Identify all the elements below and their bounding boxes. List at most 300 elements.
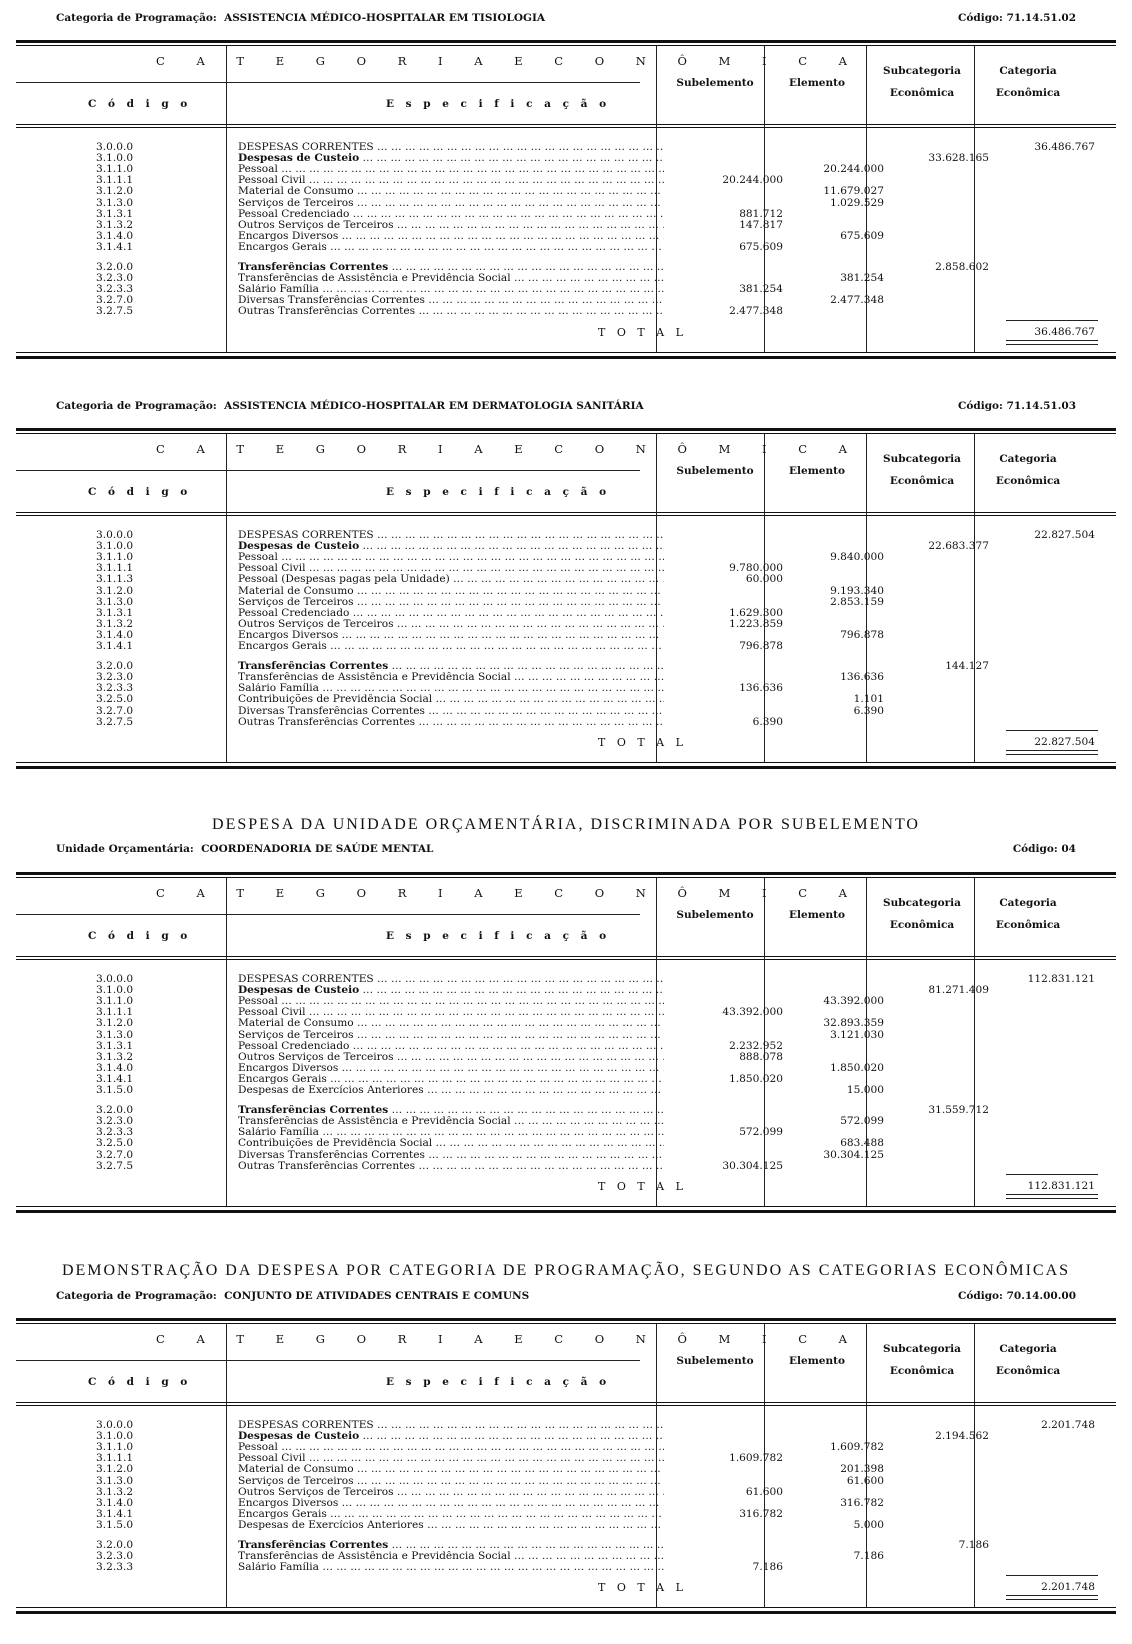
row-code: 3.2.0.0 bbox=[96, 261, 134, 273]
header-rule bbox=[16, 124, 1116, 125]
subelemento-value: 888.078 bbox=[739, 1050, 783, 1063]
row-code: 3.1.0.0 bbox=[96, 1430, 134, 1443]
subelemento-value: 9.780.000 bbox=[729, 562, 783, 575]
table-row bbox=[16, 1562, 1116, 1573]
table-row bbox=[16, 1030, 1116, 1041]
table-row bbox=[16, 1116, 1116, 1127]
categoria-value: 36.486.767 bbox=[1034, 141, 1095, 153]
elemento-value: 3.121.030 bbox=[830, 1028, 884, 1041]
subelemento-value: 881.712 bbox=[739, 207, 783, 220]
row-description: Despesas de Custeio … … … … … … … … … … … … … … … … … … … … … … … … … … … … … … … … … … bbox=[238, 985, 664, 996]
categoria-header bbox=[978, 448, 1078, 492]
top-rule bbox=[16, 428, 1116, 431]
row-code: 3.1.4.1 bbox=[96, 1507, 134, 1520]
especificacao-header: E s p e c i f i c a ç ã o bbox=[386, 98, 611, 110]
row-code: 3.0.0.0 bbox=[96, 973, 134, 985]
program-code: Código: 04 bbox=[1012, 843, 1076, 855]
row-description: Pessoal Credenciado … … … … … … … … … … … … … … … … … … … … … … … … … … … … … … … … … … bbox=[238, 209, 664, 220]
categoria-header-line1: Categoria bbox=[999, 1343, 1057, 1355]
elemento-value: 572.099 bbox=[840, 1115, 884, 1128]
row-description: DESPESAS CORRENTES … … … … … … … … … … … … … … … … … … … … … … … … … … … … … … … … … … bbox=[238, 142, 664, 153]
especificacao-header: E s p e c i f i c a ç ã o bbox=[386, 930, 611, 942]
elemento-value: 15.000 bbox=[846, 1084, 884, 1096]
elemento-value: 11.679.027 bbox=[823, 185, 884, 198]
row-description: Salário Família … … … … … … … … … … … … … … … … … … … … … … … … … … … … … … … … … … bbox=[238, 1562, 664, 1573]
subelemento-value: 136.636 bbox=[739, 682, 783, 695]
total-rule-bottom-2 bbox=[1006, 1599, 1098, 1600]
category-economica-title: C A T E G O R I A E C O N Ô M I C A bbox=[156, 442, 861, 456]
row-description: Diversas Transferências Correntes … … … … … … … … … … … … … … … … … … … … … … … … … … … … … … … … … … bbox=[238, 295, 664, 306]
spacer bbox=[217, 400, 224, 412]
total-rule-top bbox=[1006, 730, 1098, 731]
subcategoria-header bbox=[872, 60, 972, 104]
category-underline bbox=[16, 470, 640, 471]
subelemento-value: 20.244.000 bbox=[722, 174, 783, 187]
top-rule-thin bbox=[16, 877, 1116, 878]
top-rule-thin bbox=[16, 45, 1116, 46]
row-code: 3.0.0.0 bbox=[96, 529, 134, 541]
row-code: 3.1.5.0 bbox=[96, 1084, 134, 1096]
elemento-value: 7.186 bbox=[853, 1550, 884, 1563]
elemento-value: 1.101 bbox=[853, 693, 884, 706]
bottom-rule-thin bbox=[16, 1607, 1116, 1608]
elemento-value: 381.254 bbox=[840, 272, 884, 285]
row-code: 3.1.4.0 bbox=[96, 1496, 134, 1509]
table-row bbox=[16, 552, 1116, 563]
row-code: 3.1.1.1 bbox=[96, 174, 134, 187]
subelemento-value: 1.223.859 bbox=[729, 617, 783, 630]
total-rule-bottom bbox=[1006, 340, 1098, 341]
table-row bbox=[16, 153, 1116, 164]
expense-table bbox=[16, 40, 1116, 360]
row-description: Pessoal … … … … … … … … … … … … … … … … … … … … … … … … … … … … … … … … … … bbox=[238, 164, 664, 175]
subelemento-value: 147.817 bbox=[739, 218, 783, 231]
row-description: Contribuições de Previdência Social … … … … … … … … … … … … … … … … … … … … … … … … … … … … … … … … … … bbox=[238, 1138, 664, 1149]
row-code: 3.1.1.1 bbox=[96, 1006, 134, 1019]
subcategoria-header bbox=[872, 448, 972, 492]
row-code: 3.1.4.1 bbox=[96, 240, 134, 253]
expense-table bbox=[16, 872, 1116, 1214]
row-description: DESPESAS CORRENTES … … … … … … … … … … … … … … … … … … … … … … … … … … … … … … … … … … bbox=[238, 530, 664, 541]
row-code: 3.2.3.3 bbox=[96, 1126, 134, 1139]
table-row bbox=[16, 683, 1116, 694]
row-description: Pessoal Civil … … … … … … … … … … … … … … … … … … … … … … … … … … … … … … … … … … bbox=[238, 563, 664, 574]
row-code: 3.1.3.0 bbox=[96, 1028, 134, 1041]
categoria-value: 2.201.748 bbox=[1041, 1419, 1095, 1431]
codigo-header: C ó d i g o bbox=[88, 486, 192, 498]
bottom-rule bbox=[16, 1210, 1116, 1213]
elemento-value: 5.000 bbox=[853, 1518, 884, 1531]
table-row bbox=[16, 1464, 1116, 1475]
row-code: 3.1.1.0 bbox=[96, 551, 134, 564]
elemento-value: 61.600 bbox=[846, 1474, 884, 1487]
row-code: 3.1.3.0 bbox=[96, 595, 134, 608]
elemento-header: Elemento bbox=[789, 465, 845, 477]
row-description: Despesas de Custeio … … … … … … … … … … … … … … … … … … … … … … … … … … … … … … … … … … bbox=[238, 541, 664, 552]
row-description: Serviços de Terceiros … … … … … … … … … … … … … … … … … … … … … … … … … … … … … … … … … … bbox=[238, 198, 664, 209]
row-code: 3.1.5.0 bbox=[96, 1518, 134, 1531]
subcategoria-header bbox=[872, 892, 972, 936]
table-row bbox=[16, 1431, 1116, 1442]
row-code: 3.2.7.0 bbox=[96, 704, 134, 717]
category-economica-title: C A T E G O R I A E C O N Ô M I C A bbox=[156, 54, 861, 68]
row-code: 3.1.3.0 bbox=[96, 196, 134, 209]
table-row bbox=[16, 1085, 1116, 1096]
subcategoria-value: 7.186 bbox=[958, 1539, 989, 1551]
row-description: Pessoal … … … … … … … … … … … … … … … … … … … … … … … … … … … … … … … … … … bbox=[238, 1442, 664, 1453]
row-description: Transferências de Assistência e Previdência Social … … … … … … … … … … … … … … … … … … … … … … … … … … … … … … … … … … bbox=[238, 672, 664, 683]
elemento-header: Elemento bbox=[789, 909, 845, 921]
subelemento-value: 6.390 bbox=[752, 715, 783, 728]
row-description: Transferências Correntes … … … … … … … … … … … … … … … … … … … … … … … … … … … … … … … … … … bbox=[238, 1540, 664, 1551]
program-code: Código: 71.14.51.02 bbox=[958, 12, 1076, 24]
elemento-value: 1.029.529 bbox=[830, 196, 884, 209]
program-label bbox=[56, 398, 644, 414]
row-code: 3.0.0.0 bbox=[96, 141, 134, 153]
row-description: Diversas Transferências Correntes … … … … … … … … … … … … … … … … … … … … … … … … … … … … … … … … … … bbox=[238, 706, 664, 717]
table-row bbox=[16, 262, 1116, 273]
row-code: 3.1.3.1 bbox=[96, 606, 134, 619]
subcategoria-header-line2: Econômica bbox=[889, 919, 955, 931]
table-row bbox=[16, 1520, 1116, 1531]
subcategoria-value: 33.628.165 bbox=[928, 152, 989, 165]
subelemento-value: 7.186 bbox=[752, 1561, 783, 1574]
row-description: Material de Consumo … … … … … … … … … … … … … … … … … … … … … … … … … … … … … … … … … … bbox=[238, 586, 664, 597]
bottom-rule-thin bbox=[16, 1206, 1116, 1207]
categoria-header-line2: Econômica bbox=[995, 475, 1061, 487]
program-label-text: Unidade Orçamentária: bbox=[56, 843, 194, 855]
expense-table bbox=[16, 1318, 1116, 1615]
elemento-value: 9.193.340 bbox=[830, 584, 884, 597]
subelemento-header: Subelemento bbox=[676, 465, 754, 477]
row-code: 3.1.3.2 bbox=[96, 1485, 134, 1498]
total-label: T O T A L bbox=[598, 1581, 687, 1595]
row-description: Encargos Diversos … … … … … … … … … … … … … … … … … … … … … … … … … … … … … … … … … … bbox=[238, 1063, 664, 1074]
elemento-value: 316.782 bbox=[840, 1496, 884, 1509]
program-header bbox=[56, 10, 1106, 26]
row-description: Serviços de Terceiros … … … … … … … … … … … … … … … … … … … … … … … … … … … … … … … … … … bbox=[238, 1030, 664, 1041]
table-row bbox=[16, 273, 1116, 284]
row-description: Outras Transferências Correntes … … … … … … … … … … … … … … … … … … … … … … … … … … … … … … … … … … bbox=[238, 717, 664, 728]
categoria-value: 112.831.121 bbox=[1027, 973, 1095, 985]
spacer bbox=[217, 1290, 224, 1302]
table-row bbox=[16, 706, 1116, 717]
row-description: Transferências Correntes … … … … … … … … … … … … … … … … … … … … … … … … … … … … … … … … … … bbox=[238, 661, 664, 672]
row-description: Outras Transferências Correntes … … … … … … … … … … … … … … … … … … … … … … … … … … … … … … … … … … bbox=[238, 306, 664, 317]
subelemento-value: 1.850.020 bbox=[729, 1072, 783, 1085]
row-description: Salário Família … … … … … … … … … … … … … … … … … … … … … … … … … … … … … … … … … … bbox=[238, 683, 664, 694]
row-code: 3.1.0.0 bbox=[96, 540, 134, 553]
row-description: Outros Serviços de Terceiros … … … … … … … … … … … … … … … … … … … … … … … … … … … … … … … … … … bbox=[238, 1052, 664, 1063]
subcategoria-header-line2: Econômica bbox=[889, 87, 955, 99]
table-row bbox=[16, 1150, 1116, 1161]
table-row bbox=[16, 641, 1116, 652]
especificacao-header: E s p e c i f i c a ç ã o bbox=[386, 486, 611, 498]
elemento-value: 30.304.125 bbox=[823, 1148, 884, 1161]
program-label bbox=[56, 841, 433, 857]
table-row bbox=[16, 1105, 1116, 1116]
row-code: 3.2.7.5 bbox=[96, 715, 134, 728]
row-code: 3.2.5.0 bbox=[96, 1137, 134, 1150]
row-code: 3.1.4.1 bbox=[96, 1072, 134, 1085]
row-code: 3.1.1.0 bbox=[96, 163, 134, 176]
subelemento-value: 2.477.348 bbox=[729, 305, 783, 318]
table-row bbox=[16, 597, 1116, 608]
table-row bbox=[16, 1498, 1116, 1509]
table-row bbox=[16, 630, 1116, 641]
table-row bbox=[16, 996, 1116, 1007]
header-rule-2 bbox=[16, 127, 1116, 128]
table-row bbox=[16, 574, 1116, 585]
row-description: Salário Família … … … … … … … … … … … … … … … … … … … … … … … … … … … … … … … … … … bbox=[238, 284, 664, 295]
row-code: 3.1.4.0 bbox=[96, 229, 134, 242]
categoria-header-line2: Econômica bbox=[995, 87, 1061, 99]
bottom-rule bbox=[16, 766, 1116, 769]
table-row bbox=[16, 1127, 1116, 1138]
row-description: Pessoal … … … … … … … … … … … … … … … … … … … … … … … … … … … … … … … … … … bbox=[238, 552, 664, 563]
category-economica-title: C A T E G O R I A E C O N Ô M I C A bbox=[156, 1332, 861, 1346]
row-description: Material de Consumo … … … … … … … … … … … … … … … … … … … … … … … … … … … … … … … … … … bbox=[238, 1464, 664, 1475]
row-description: Despesas de Exercícios Anteriores … … … … … … … … … … … … … … … … … … … … … … … … … … … … … … … … … … bbox=[238, 1520, 664, 1531]
subelemento-header: Subelemento bbox=[676, 909, 754, 921]
table-row bbox=[16, 231, 1116, 242]
row-description: Material de Consumo … … … … … … … … … … … … … … … … … … … … … … … … … … … … … … … … … … bbox=[238, 1018, 664, 1029]
subelemento-value: 61.600 bbox=[745, 1485, 783, 1498]
program-name: COORDENADORIA DE SAÚDE MENTAL bbox=[201, 843, 434, 855]
elemento-value: 2.477.348 bbox=[830, 294, 884, 307]
table-row bbox=[16, 1551, 1116, 1562]
categoria-header-line1: Categoria bbox=[999, 453, 1057, 465]
expense-table bbox=[16, 428, 1116, 770]
row-code: 3.1.0.0 bbox=[96, 152, 134, 165]
row-code: 3.1.1.1 bbox=[96, 562, 134, 575]
subcategoria-header-line1: Subcategoria bbox=[883, 65, 961, 77]
row-code: 3.1.0.0 bbox=[96, 984, 134, 997]
row-description: Contribuições de Previdência Social … … … … … … … … … … … … … … … … … … … … … … … … … … … … … … … … … … bbox=[238, 694, 664, 705]
row-description: Transferências Correntes … … … … … … … … … … … … … … … … … … … … … … … … … … … … … … … … … … bbox=[238, 262, 664, 273]
table-row bbox=[16, 563, 1116, 574]
categoria-header bbox=[978, 60, 1078, 104]
table-row bbox=[16, 672, 1116, 683]
subcategoria-value: 81.271.409 bbox=[928, 984, 989, 997]
row-description: DESPESAS CORRENTES … … … … … … … … … … … … … … … … … … … … … … … … … … … … … … … … … … bbox=[238, 974, 664, 985]
total-value: 2.201.748 bbox=[1041, 1581, 1095, 1594]
table-row bbox=[16, 164, 1116, 175]
row-code: 3.2.3.0 bbox=[96, 1550, 134, 1563]
row-description: Salário Família … … … … … … … … … … … … … … … … … … … … … … … … … … … … … … … … … … bbox=[238, 1127, 664, 1138]
especificacao-header: E s p e c i f i c a ç ã o bbox=[386, 1376, 611, 1388]
row-code: 3.1.4.1 bbox=[96, 640, 134, 652]
row-code: 3.2.0.0 bbox=[96, 1539, 134, 1551]
row-code: 3.0.0.0 bbox=[96, 1419, 134, 1431]
spacer bbox=[194, 843, 201, 855]
table-row bbox=[16, 220, 1116, 231]
row-code: 3.1.1.3 bbox=[96, 573, 134, 586]
row-description: Encargos Diversos … … … … … … … … … … … … … … … … … … … … … … … … … … … … … … … … … … bbox=[238, 630, 664, 641]
row-code: 3.1.3.1 bbox=[96, 1039, 134, 1052]
program-label-text: Categoria de Programação: bbox=[56, 400, 217, 412]
subcategoria-value: 2.194.562 bbox=[935, 1430, 989, 1443]
elemento-value: 796.878 bbox=[840, 628, 884, 641]
row-code: 3.2.5.0 bbox=[96, 693, 134, 706]
elemento-value: 6.390 bbox=[853, 704, 884, 717]
program-label-text: Categoria de Programação: bbox=[56, 12, 217, 24]
row-description: Encargos Gerais … … … … … … … … … … … … … … … … … … … … … … … … … … … … … … … … … … bbox=[238, 242, 664, 253]
total-rule-bottom-2 bbox=[1006, 344, 1098, 345]
total-rule-bottom-2 bbox=[1006, 1198, 1098, 1199]
category-economica-title: C A T E G O R I A E C O N Ô M I C A bbox=[156, 886, 861, 900]
table-row bbox=[16, 694, 1116, 705]
row-description: Pessoal Civil … … … … … … … … … … … … … … … … … … … … … … … … … … … … … … … … … … bbox=[238, 1007, 664, 1018]
categoria-header bbox=[978, 1338, 1078, 1382]
bottom-rule-thin bbox=[16, 762, 1116, 763]
bottom-rule-thin bbox=[16, 352, 1116, 353]
table-row bbox=[16, 284, 1116, 295]
category-underline bbox=[16, 914, 640, 915]
total-label: T O T A L bbox=[598, 325, 687, 339]
row-description: Encargos Gerais … … … … … … … … … … … … … … … … … … … … … … … … … … … … … … … … … … bbox=[238, 1074, 664, 1085]
program-code: Código: 71.14.51.03 bbox=[958, 400, 1076, 412]
categoria-header-line1: Categoria bbox=[999, 897, 1057, 909]
row-code: 3.1.3.1 bbox=[96, 207, 134, 220]
total-rule-bottom bbox=[1006, 750, 1098, 751]
row-description: Pessoal Credenciado … … … … … … … … … … … … … … … … … … … … … … … … … … … … … … … … … … bbox=[238, 1041, 664, 1052]
row-code: 3.2.7.5 bbox=[96, 305, 134, 318]
codigo-header: C ó d i g o bbox=[88, 930, 192, 942]
total-label: T O T A L bbox=[598, 735, 687, 749]
table-row bbox=[16, 985, 1116, 996]
header-rule-2 bbox=[16, 959, 1116, 960]
elemento-value: 201.398 bbox=[840, 1463, 884, 1476]
table-row bbox=[16, 1453, 1116, 1464]
row-code: 3.2.3.3 bbox=[96, 283, 134, 296]
row-code: 3.2.3.0 bbox=[96, 671, 134, 684]
top-rule bbox=[16, 1318, 1116, 1321]
program-header bbox=[56, 1288, 1106, 1304]
program-name: ASSISTENCIA MÉDICO-HOSPITALAR EM TISIOLOGIA bbox=[224, 12, 546, 24]
row-code: 3.1.2.0 bbox=[96, 1017, 134, 1030]
total-rule-bottom bbox=[1006, 1194, 1098, 1195]
subelemento-header: Subelemento bbox=[676, 1355, 754, 1367]
section-title: DESPESA DA UNIDADE ORÇAMENTÁRIA, DISCRIMINADA POR SUBELEMENTO bbox=[212, 816, 920, 833]
row-code: 3.1.2.0 bbox=[96, 185, 134, 198]
row-code: 3.2.0.0 bbox=[96, 660, 134, 673]
codigo-header: C ó d i g o bbox=[88, 1376, 192, 1388]
table-row bbox=[16, 619, 1116, 630]
subelemento-value: 675.609 bbox=[739, 240, 783, 253]
subelemento-value: 1.609.782 bbox=[729, 1452, 783, 1465]
subelemento-value: 796.878 bbox=[739, 640, 783, 652]
row-description: Pessoal Civil … … … … … … … … … … … … … … … … … … … … … … … … … … … … … … … … … … bbox=[238, 175, 664, 186]
section-title: DEMONSTRAÇÃO DA DESPESA POR CATEGORIA DE PROGRAMAÇÃO, SEGUNDO AS CATEGORIAS ECONÔMICAS bbox=[61, 1262, 1071, 1279]
bottom-rule bbox=[16, 356, 1116, 359]
table-row bbox=[16, 1041, 1116, 1052]
row-description: Despesas de Custeio … … … … … … … … … … … … … … … … … … … … … … … … … … … … … … … … … … bbox=[238, 153, 664, 164]
program-name: CONJUNTO DE ATIVIDADES CENTRAIS E COMUNS bbox=[224, 1290, 530, 1302]
total-rule-top bbox=[1006, 320, 1098, 321]
elemento-value: 1.609.782 bbox=[830, 1441, 884, 1454]
row-description: Outras Transferências Correntes … … … … … … … … … … … … … … … … … … … … … … … … … … … … … … … … … … bbox=[238, 1161, 664, 1172]
table-row bbox=[16, 661, 1116, 672]
subelemento-value: 2.232.952 bbox=[729, 1039, 783, 1052]
spacer bbox=[217, 12, 224, 24]
program-label bbox=[56, 1288, 529, 1304]
subelemento-header: Subelemento bbox=[676, 77, 754, 89]
row-description: Pessoal Credenciado … … … … … … … … … … … … … … … … … … … … … … … … … … … … … … … … … … bbox=[238, 608, 664, 619]
subcategoria-header-line1: Subcategoria bbox=[883, 1343, 961, 1355]
row-description: Outros Serviços de Terceiros … … … … … … … … … … … … … … … … … … … … … … … … … … … … … … … … … … bbox=[238, 619, 664, 630]
header-rule bbox=[16, 956, 1116, 957]
elemento-value: 20.244.000 bbox=[823, 163, 884, 176]
row-code: 3.1.3.2 bbox=[96, 218, 134, 231]
row-code: 3.1.2.0 bbox=[96, 1463, 134, 1476]
row-description: Pessoal Civil … … … … … … … … … … … … … … … … … … … … … … … … … … … … … … … … … … bbox=[238, 1453, 664, 1464]
subcategoria-value: 2.858.602 bbox=[935, 261, 989, 273]
elemento-value: 9.840.000 bbox=[830, 551, 884, 564]
subcategoria-header-line2: Econômica bbox=[889, 475, 955, 487]
table-row bbox=[16, 608, 1116, 619]
table-row bbox=[16, 306, 1116, 317]
header-rule-2 bbox=[16, 515, 1116, 516]
table-row bbox=[16, 1161, 1116, 1172]
top-rule-thin bbox=[16, 433, 1116, 434]
program-label bbox=[56, 10, 545, 26]
table-row bbox=[16, 242, 1116, 253]
categoria-value: 22.827.504 bbox=[1034, 529, 1095, 541]
row-description: DESPESAS CORRENTES … … … … … … … … … … … … … … … … … … … … … … … … … … … … … … … … … … bbox=[238, 1420, 664, 1431]
top-rule bbox=[16, 40, 1116, 43]
row-description: Material de Consumo … … … … … … … … … … … … … … … … … … … … … … … … … … … … … … … … … … bbox=[238, 186, 664, 197]
total-label: T O T A L bbox=[598, 1179, 687, 1193]
row-code: 3.1.1.1 bbox=[96, 1452, 134, 1465]
header-rule bbox=[16, 1402, 1116, 1403]
table-row bbox=[16, 1540, 1116, 1551]
table-row bbox=[16, 1509, 1116, 1520]
row-code: 3.2.3.0 bbox=[96, 272, 134, 285]
row-description: Encargos Gerais … … … … … … … … … … … … … … … … … … … … … … … … … … … … … … … … … … bbox=[238, 1509, 664, 1520]
row-code: 3.1.1.0 bbox=[96, 995, 134, 1008]
subelemento-value: 30.304.125 bbox=[722, 1159, 783, 1172]
row-code: 3.2.3.3 bbox=[96, 1561, 134, 1574]
subcategoria-header-line1: Subcategoria bbox=[883, 453, 961, 465]
subcategoria-value: 144.127 bbox=[945, 660, 989, 673]
subelemento-value: 381.254 bbox=[739, 283, 783, 296]
table-row bbox=[16, 175, 1116, 186]
table-row bbox=[16, 198, 1116, 209]
subelemento-value: 316.782 bbox=[739, 1507, 783, 1520]
table-row bbox=[16, 1052, 1116, 1063]
subcategoria-header bbox=[872, 1338, 972, 1382]
codigo-header: C ó d i g o bbox=[88, 98, 192, 110]
bottom-rule bbox=[16, 1611, 1116, 1614]
categoria-header-line2: Econômica bbox=[995, 919, 1061, 931]
total-rule-bottom bbox=[1006, 1595, 1098, 1596]
table-row bbox=[16, 1476, 1116, 1487]
row-description: Despesas de Exercícios Anteriores … … … … … … … … … … … … … … … … … … … … … … … … … … … … … … … … … … bbox=[238, 1085, 664, 1096]
row-description: Outros Serviços de Terceiros … … … … … … … … … … … … … … … … … … … … … … … … … … … … … … … … … … bbox=[238, 220, 664, 231]
subcategoria-value: 22.683.377 bbox=[928, 540, 989, 553]
subcategoria-header-line1: Subcategoria bbox=[883, 897, 961, 909]
row-description: Outros Serviços de Terceiros … … … … … … … … … … … … … … … … … … … … … … … … … … … … … … … … … … bbox=[238, 1487, 664, 1498]
elemento-header: Elemento bbox=[789, 1355, 845, 1367]
header-rule-2 bbox=[16, 1405, 1116, 1406]
elemento-value: 1.850.020 bbox=[830, 1061, 884, 1074]
row-description: Serviços de Terceiros … … … … … … … … … … … … … … … … … … … … … … … … … … … … … … … … … … bbox=[238, 1476, 664, 1487]
categoria-header-line1: Categoria bbox=[999, 65, 1057, 77]
elemento-value: 675.609 bbox=[840, 229, 884, 242]
subcategoria-value: 31.559.712 bbox=[928, 1104, 989, 1117]
table-row bbox=[16, 1018, 1116, 1029]
